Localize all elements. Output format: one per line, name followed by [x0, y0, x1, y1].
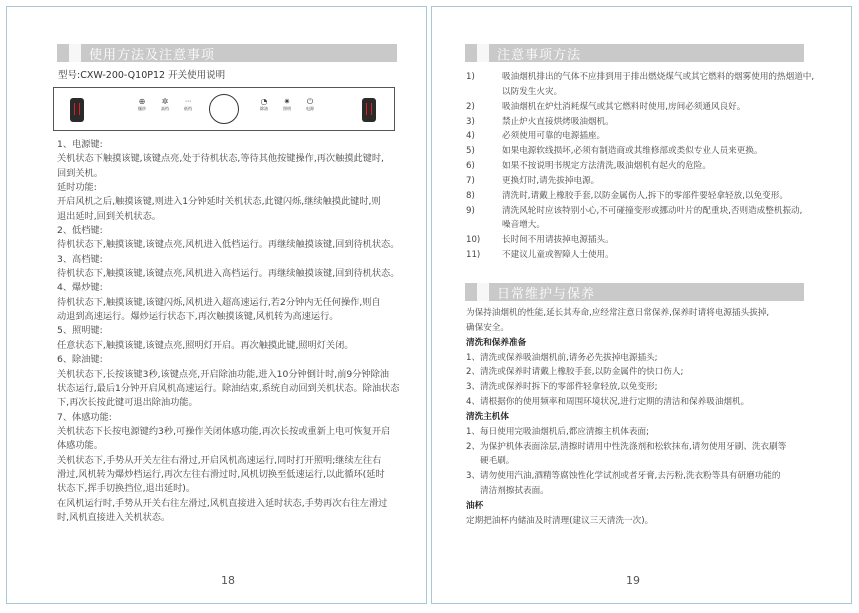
instruction-line: 回到关机。 [57, 167, 103, 179]
instruction-line: 待机状态下,触摸该键,该键点亮,风机进入高档运行。再继续触摸该键,回到待机状态。 [57, 268, 400, 280]
precaution-item [466, 189, 811, 204]
precaution-number: 8) [466, 190, 475, 201]
precaution-item [466, 144, 811, 159]
section-tab-marker [477, 283, 489, 301]
precaution-text: 吸油烟机排出的气体不应排到用于排出燃烧煤气或其它燃料的烟雾使用的热烟道中, [502, 72, 815, 82]
instruction-line: 开启风机之后,触摸该键,则进入1分钟延时关机状态,此键闪烁,继续触摸此键时,则 [57, 196, 381, 208]
instruction-line: 退出延时,回到关机状态。 [57, 210, 161, 222]
precaution-item [466, 233, 811, 248]
precaution-item [466, 115, 811, 130]
low-speed-key-icon: ᐧᐧᐧ 低档 [184, 97, 192, 111]
instruction-line: 7、体感功能: [57, 411, 112, 423]
precaution-text: 长时间不用请拔掉电源插头。 [502, 235, 614, 246]
precaution-number: 4) [466, 131, 475, 142]
high-speed-key-icon: ✲ 高档 [161, 97, 169, 111]
precaution-number: 10) [466, 235, 481, 246]
power-key-icon: ⏻ 电源 [306, 97, 314, 111]
oil-cup-text: 定期把油杯内储油及时清理(建议三天清洗一次)。 [466, 515, 654, 526]
instruction-line: 时,风机直接进入关机状态。 [57, 511, 171, 523]
clean-body-item: 2、为保护机体表面涂层,清擦时请用中性洗涤剂和松软抹布,请勿使用牙刷、洗衣刷等 [466, 441, 787, 452]
precaution-item [466, 129, 811, 144]
cleaning-prep-item: 3、清洗或保养时拆下的零部件轻拿轻放,以免变形; [466, 382, 658, 393]
precaution-number: 3) [466, 116, 475, 127]
precaution-text: 如果电源软线损坏,必须有制造商或其维修部或类似专业人员来更换。 [502, 146, 763, 157]
precaution-number: 1) [466, 72, 475, 82]
right-section-title: 注意事项方法 [497, 47, 582, 63]
precaution-text-continued: 噪音增大。 [502, 220, 545, 231]
maintenance-intro-line: 确保安全。 [466, 322, 509, 333]
instruction-line: 关机状态下,长按该键3秒,该键点亮,开启除油功能,进入10分钟倒计时,前9分钟除油 [57, 368, 389, 380]
precaution-number: 6) [466, 161, 475, 172]
left-instructions [57, 138, 402, 525]
instruction-line: 6、除油键: [57, 354, 103, 366]
clean-body-item: 硬毛刷。 [480, 456, 515, 467]
precaution-number: 9) [466, 205, 475, 216]
instruction-line: 关机状态下长按电源键约3秒,可操作关闭体感功能,再次长按或重新上电可恢复开启 [57, 425, 391, 437]
precaution-number: 11) [466, 250, 481, 261]
instruction-line: 1、电源键: [57, 139, 103, 150]
instruction-line: 待机状态下,触摸该键,该键点亮,风机进入低档运行。再继续触摸该键,回到待机状态。 [57, 239, 400, 251]
precaution-number: 2) [466, 101, 475, 112]
precaution-item [466, 100, 811, 115]
model-line: 型号:CXW-200-Q10P12 开关使用说明 [58, 70, 226, 81]
precaution-text-continued: 以防发生火灾。 [502, 86, 563, 97]
instruction-line: 2、低档键: [57, 225, 103, 237]
instruction-line: 任意状态下,触摸该键,该键点亮,照明灯开启。再次触摸此键,照明灯关闭。 [57, 339, 354, 351]
cleaning-prep-item: 4、请根据你的使用频率和周围环境状况,进行定期的清洁和保养吸油烟机。 [466, 397, 750, 408]
left-section-header [57, 44, 397, 62]
page-number-right: 19 [626, 574, 640, 587]
precaution-text: 必须使用可靠的电源插座。 [502, 131, 606, 142]
precautions-list [466, 70, 815, 263]
maintenance-section-title: 日常维护与保养 [497, 286, 596, 302]
maintenance-intro-line: 为保持油烟机的性能,延长其寿命,应经常注意日常保养,保养时请将电源插头拔掉, [466, 308, 770, 318]
section-tab-marker [477, 44, 489, 62]
clean-body-heading: 清洗主机体 [466, 411, 509, 422]
degrease-key-icon: ◔ 除油 [260, 97, 268, 111]
clean-body-item: 清洁剂擦拭表面。 [480, 486, 549, 497]
precaution-number: 5) [466, 146, 475, 157]
instruction-line: 待机状态下,触摸该键,该键闪烁,风机进入超高速运行,若2分钟内无任何操作,则自 [57, 296, 381, 308]
instruction-line: 滑过,风机转为爆炒档运行,再次左往右滑过时,风机切换至低速运行,以此循环(延时 [57, 468, 385, 480]
left-section-title: 使用方法及注意事项 [89, 47, 216, 63]
page-number-left: 18 [221, 574, 235, 587]
precaution-item [466, 204, 811, 219]
instruction-line: 4、爆炒键: [57, 282, 103, 294]
instruction-line: 状态下,挥手切换挡位,退出延时)。 [57, 483, 196, 495]
instruction-line: 3、高档键: [57, 253, 103, 265]
instruction-line: 关机状态下,手势从开关左往右滑过,开启风机高速运行,同时打开照明;继续左往右 [57, 454, 382, 466]
boost-key-icon: ⊕ 爆炒 [138, 97, 146, 111]
cleaning-prep-item: 2、清洗或保养时请戴上橡胶手套,以防金属件的快口伤人; [466, 367, 684, 378]
maintenance-content [466, 306, 811, 529]
instruction-line: 在风机运行时,手势从开关右往左滑过,风机直接进入延时状态,手势再次右往左滑过 [57, 497, 388, 509]
precaution-text: 清洗风轮时应该特别小心,不可碰撞变形或挪动叶片的配重块,否则造成整机振动, [502, 205, 803, 216]
instruction-line: 关机状态下触摸该键,该键点亮,处于待机状态,等待其他按键操作,再次触摸此键时, [57, 153, 384, 165]
precaution-number: 7) [466, 175, 475, 186]
precaution-text: 吸油烟机在炉灶消耗煤气或其它燃料时使用,房间必须通风良好。 [502, 101, 746, 112]
cleaning-prep-heading: 清洗和保养准备 [466, 337, 527, 348]
instruction-line: 延时功能: [57, 182, 97, 194]
precaution-text: 更换灯时,请先拔掉电源。 [502, 175, 600, 186]
gesture-sensor-knob-icon [209, 94, 239, 124]
clean-body-item: 1、每日使用完吸油烟机后,都应清擦主机体表面; [466, 426, 649, 437]
precaution-item [466, 248, 811, 263]
maintenance-section-header [465, 283, 804, 301]
instruction-line: 5、照明键: [57, 325, 103, 337]
instruction-line: 状态运行,最后1分钟开启风机高速运行。除油结束,系统自动回到关机状态。除油状态 [57, 382, 400, 394]
clean-body-item: 3、请勿使用汽油,酒精等腐蚀性化学试剂或者牙膏,去污粉,洗衣粉等具有研磨功能的 [466, 471, 781, 482]
precaution-text: 如果不按说明书规定方法清洗,吸油烟机有起火的危险。 [502, 161, 711, 172]
precaution-item [466, 174, 811, 189]
precaution-item [466, 70, 815, 85]
instruction-line: 下,再次长按此键可退出除油功能。 [57, 397, 198, 409]
precaution-item [466, 159, 811, 174]
instruction-line: 体感功能。 [57, 440, 103, 452]
precaution-text: 清洗时,请戴上橡胶手套,以防金属伤人,拆下的零部件要轻拿轻放,以免变形。 [502, 190, 788, 201]
left-display-icon [70, 98, 84, 122]
control-panel-diagram [53, 87, 395, 131]
cleaning-prep-item: 1、清洗或保养吸油烟机前,请务必先拔掉电源插头; [466, 352, 658, 363]
light-key-icon: ✷ 照明 [283, 97, 291, 111]
instruction-line: 动退到高速运行。爆炒运行状态下,再次触摸该键,风机转为高速运行。 [57, 311, 339, 323]
right-section-header [465, 44, 804, 62]
precaution-text: 禁止炉火直接烘烤吸油烟机。 [502, 116, 614, 127]
oil-cup-heading: 油杯 [466, 500, 484, 511]
precaution-text: 不建议儿童或智障人士使用。 [502, 250, 614, 261]
right-display-icon [362, 98, 376, 122]
section-tab-marker [69, 44, 81, 62]
